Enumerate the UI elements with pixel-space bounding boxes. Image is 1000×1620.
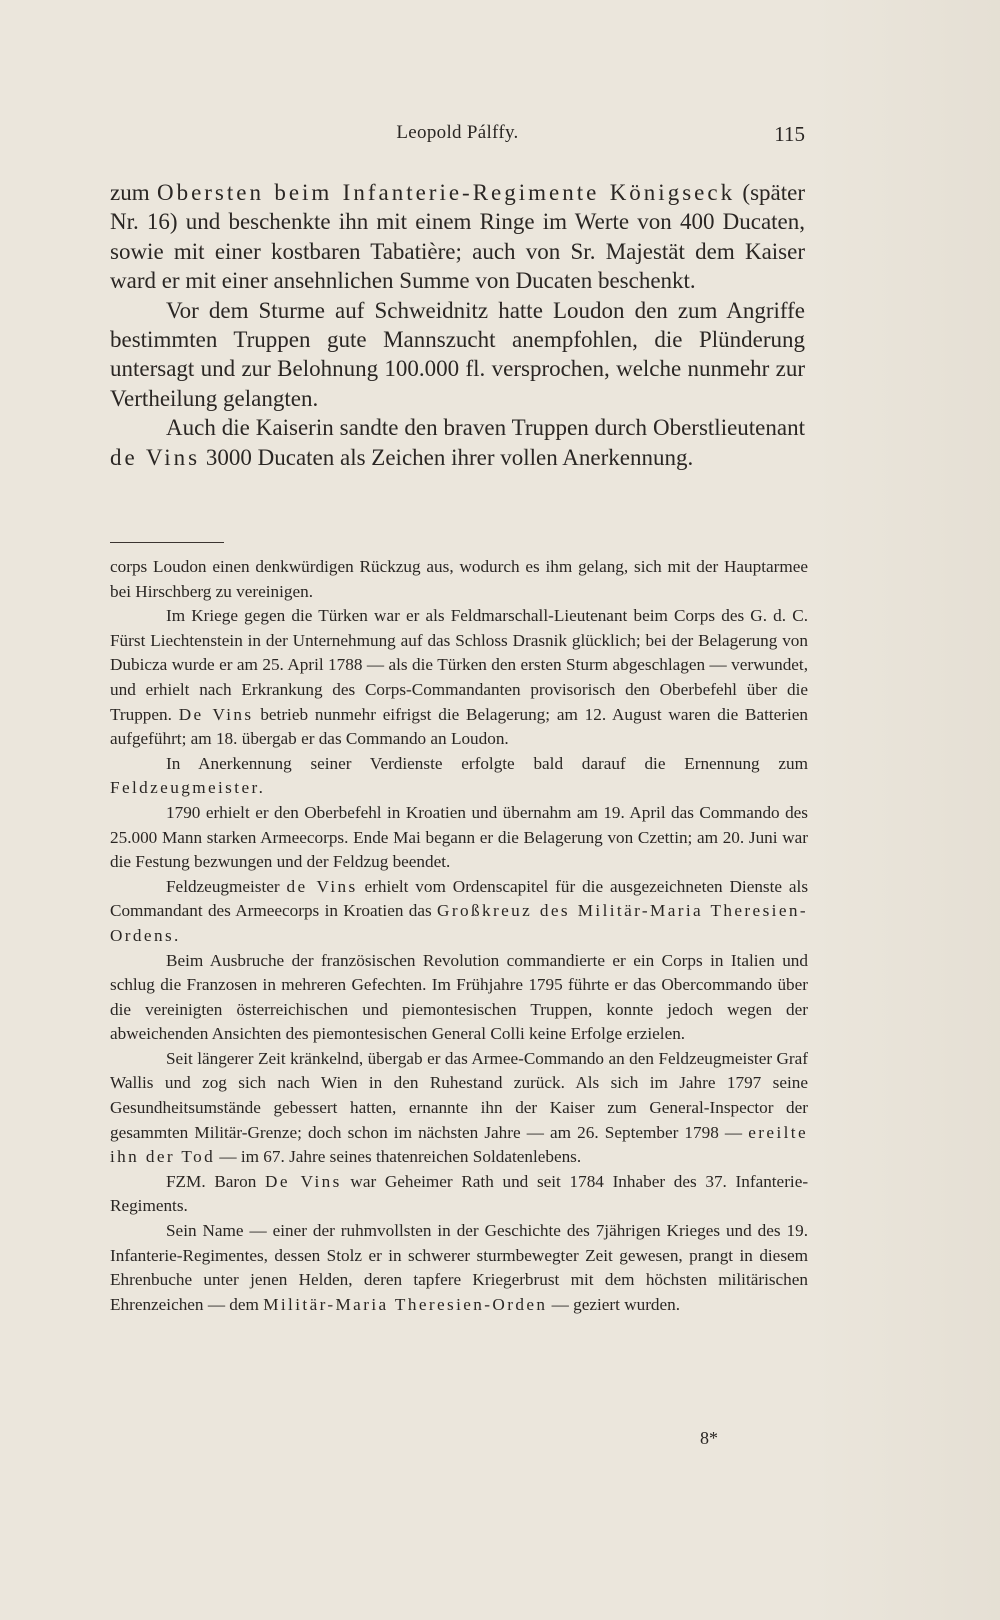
- footnote-text: [110, 555, 808, 1317]
- signature-mark: 8*: [700, 1428, 718, 1448]
- death-phrase-spaced: ereilte ihn der Tod: [110, 1122, 809, 1167]
- page-number: 115: [774, 122, 805, 146]
- note-paragraph-7: [110, 1047, 808, 1170]
- person-name-spaced: de Vins: [110, 444, 201, 470]
- note-paragraph-2-end: betrieb nunmehr eifrigst die Belagerung; am 12. August waren die Batterien aufgeführt; am 18. übergab er das Commando an Loudon.: [110, 704, 809, 749]
- main-text: [110, 178, 805, 472]
- note-paragraph-2-text: Im Kriege gegen die Türken war er als Feldmarschall-Lieutenant beim Corps des G. d. C. Fürst Liechtenstein in der Unternehmung auf das Schloss Drasnik glücklich; bei der Belagerung von Dubicza wurde er am 25. April 1788 — als die Türken den ersten Sturm abgeschlagen — verwundet, und erhielt nach Erkrankung des Corps-Commandanten provisorisch den Oberbefehl über die Truppen.: [110, 606, 808, 724]
- note-paragraph-9: [110, 1219, 808, 1317]
- main-paragraph-3-rest: 3000 Ducaten als Zeichen ihrer vollen Anerkennung.: [200, 444, 694, 470]
- note-paragraph-5: [110, 875, 808, 949]
- main-paragraph-1-rest: (später Nr. 16) und beschenkte ihn mit einem Ringe im Werte von 400 Ducaten, sowie mit einer kostbaren Tabatière; auch von Sr. Majestät dem Kaiser ward er mit einer ansehnlichen Summe von Ducaten beschenkt.: [110, 180, 806, 294]
- note-paragraph-6: Beim Ausbruche der französischen Revolution commandierte er ein Corps in Italien und schlug die Franzosen in mehreren Gefechten. Im Frühjahre 1795 führte er das Obercommando über die vereinigten österreichischen und piemontesischen Truppen, konnte jedoch wegen der abweichenden Ansichten des piemontesischen General Colli keine Erfolge erzielen.: [110, 950, 808, 1044]
- note-paragraph-8-end: war Geheimer Rath und seit 1784 Inhaber des 37. Infanterie-Regiments.: [110, 1171, 809, 1216]
- regiment-name-spaced: Obersten beim Infanterie-Regimente Königseck: [156, 180, 736, 205]
- note-paragraph-9-end: — geziert wurden.: [551, 1294, 681, 1314]
- note-person-name: De Vins: [178, 704, 254, 724]
- note-paragraph-1: corps Loudon einen denkwürdigen Rückzug aus, wodurch es ihm gelang, sich mit der Hauptarmee bei Hirschberg zu vereinigen.: [110, 557, 808, 601]
- page-edge-shading: [810, 0, 1000, 1620]
- note-paragraph-3-text: In Anerkennung seiner Verdienste erfolgte bald darauf die Ernennung zum: [166, 753, 808, 773]
- main-paragraph-2: Vor dem Sturme auf Schweidnitz hatte Loudon den zum Angriffe bestimmten Truppen gute Mannszucht anempfohlen, die Plünderung untersagt und zur Belohnung 100.000 fl. versprochen, welche nunmehr zur Vertheilung gelangten.: [110, 297, 805, 411]
- note-person-name-2: de Vins: [286, 876, 358, 896]
- main-paragraph-3-start: Auch die Kaiserin sandte den braven Truppen durch Oberstlieutenant: [166, 415, 805, 441]
- note-paragraph-8-start: FZM. Baron: [166, 1171, 257, 1191]
- main-paragraph-1: [110, 178, 805, 296]
- note-paragraph-3: [110, 752, 808, 801]
- note-paragraph-8: [110, 1170, 808, 1219]
- order-name-spaced: Großkreuz des Militär-Maria Theresien-Ordens.: [110, 901, 808, 945]
- note-paragraph-5-mid: erhielt vom Ordenscapitel für die ausgezeichneten Dienste als Commandant des Armeecorps in Kroatien das: [110, 876, 809, 921]
- note-paragraph-4: 1790 erhielt er den Oberbefehl in Kroatien und übernahm am 19. April das Commando des 25.000 Mann starken Armeecorps. Ende Mai begann er die Belagerung von Czettin; am 20. Juni war die Festung bezwungen und der Feldzug beendet.: [110, 802, 808, 872]
- note-paragraph-7-start: Seit längerer Zeit kränkelnd, übergab er das Armee-Commando an den Feldzeugmeister Graf Wallis und zog sich nach Wien in den Ruhestand zurück. Als sich im Jahre 1797 seine Gesundheitsumstände gebessert hatten, ernannte ihn der Kaiser zum General-Inspector der gesammten Militär-Grenze; doch schon im nächsten Jahre — am 26. September 1798 —: [110, 1048, 808, 1142]
- running-title: Leopold Pálffy.: [396, 122, 519, 143]
- note-person-name-3: De Vins: [265, 1171, 342, 1191]
- footnote-separator: [110, 542, 224, 543]
- note-paragraph-5-start: Feldzeugmeister: [166, 876, 280, 896]
- main-paragraph-3: [110, 413, 805, 472]
- note-rank-spaced: Feldzeugmeister.: [110, 778, 266, 798]
- note-paragraph-7-end: — im 67. Jahre seines thatenreichen Soldatenlebens.: [219, 1147, 582, 1167]
- main-paragraph-1-start: zum: [110, 180, 157, 205]
- order-name-spaced-2: Militär-Maria Theresien-Orden: [263, 1294, 548, 1314]
- note-paragraph-2: [110, 604, 808, 752]
- page-header: [110, 122, 805, 152]
- note-paragraph-9-start: Sein Name — einer der ruhmvollsten in der Geschichte des 7jährigen Krieges und des 19. Infanterie-Regimentes, dessen Stolz er in schwerer sturmbewegter Zeit gewesen, prangt in diesem Ehrenbuche unter jenen Helden, deren tapfere Kriegerbrust mit dem höchsten militärischen Ehrenzeichen — dem: [110, 1221, 808, 1314]
